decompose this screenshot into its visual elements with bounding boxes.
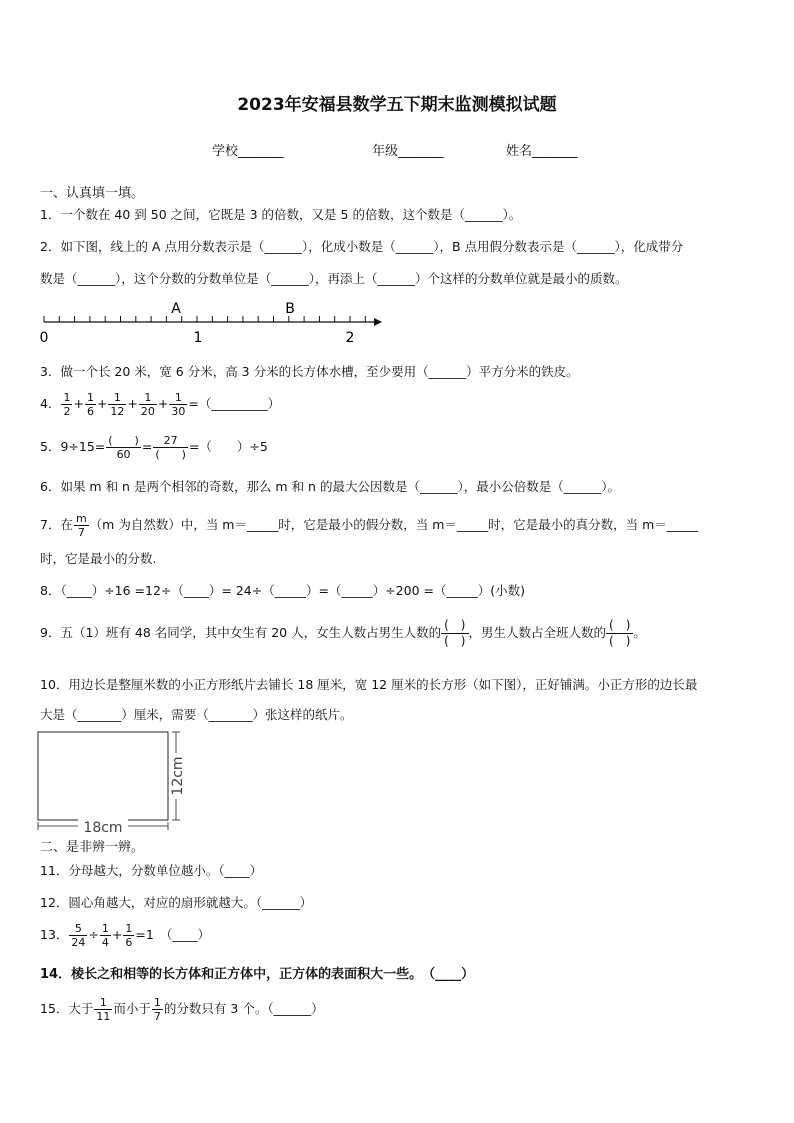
question-1: 1．一个数在 40 到 50 之间，它既是 3 的倍数，又是 5 的倍数，这个数是（______）。: [40, 207, 522, 222]
fraction: $\frac{5}{24}$: [71, 922, 86, 949]
school-field: 学校_______: [212, 144, 284, 159]
name-field: 姓名_______: [506, 144, 578, 159]
question-12: 12．圆心角越大，对应的扇形就越大。（______）: [40, 895, 313, 910]
question-4: 4． $\frac{1}{2}$ + $\frac{1}{6}$ + $\frac{1}{12}$ + $\frac{1}{20}$ + $\frac{1}{30}$ =（_________）: [40, 391, 281, 418]
question-9: 9．五（1）班有 48 名同学，其中女生有 20 人，女生人数占男生人数的 ( ) ( ) ，男生人数占全班人数的 ( ) ( ) 。: [40, 618, 646, 648]
page-title: 2023年安福县数学五下期末监测模拟试题: [237, 95, 557, 115]
question-7-line1: 7．在 $\frac{m}{7}$ （m 为自然数）中，当 m＝_____时，它是最小的假分数，当 m＝_____时，它是最小的真分数，当 m＝_____: [40, 512, 699, 539]
question-13: 13． $\frac{5}{24}$ ÷ $\frac{1}{4}$ + $\frac{1}{6}$ =1 （____）: [40, 922, 211, 949]
fraction: $\frac{1}{6}$: [86, 391, 94, 418]
number-line-label-0: 0: [39, 330, 49, 346]
width-label: 18cm: [83, 820, 123, 836]
question-11: 11．分母越大，分数单位越小。（____）: [40, 863, 263, 878]
fraction: $\frac{1}{12}$: [110, 391, 125, 418]
fraction: $\frac{1}{6}$: [125, 922, 133, 949]
question-2-line1: 2．如下图，线上的 A 点用分数表示是（______），化成小数是（______），B 点用假分数表示是（______），化成带分: [40, 239, 684, 254]
answer-blank: =（_________）: [188, 396, 281, 411]
question-10-line2: 大是（_______）厘米，需要（_______）张这样的纸片。: [40, 707, 353, 722]
grade-field: 年级_______: [372, 144, 444, 159]
fraction: $\frac{1}{20}$: [140, 391, 155, 418]
section-heading-1: 一、认真填一填。: [40, 186, 145, 201]
question-2-line2: 数是（______），这个分数的分数单位是（______），再添上（______）个这样的分数单位就是最小的质数。: [40, 271, 628, 286]
point-a-label: A: [171, 301, 181, 317]
fraction: $\frac{1}{2}$: [63, 391, 71, 418]
fraction: $\frac{1}{7}$: [153, 996, 161, 1023]
question-4-number: 4．: [40, 396, 61, 411]
question-7-line2: 时，它是最小的分数.: [40, 551, 157, 566]
question-10-line1: 10．用边长是整厘米数的小正方形纸片去铺长 18 厘米，宽 12 厘米的长方形（如下图），正好铺满。小正方形的边长最: [40, 677, 698, 692]
height-label: 12cm: [170, 756, 186, 796]
number-line-label-1: 1: [193, 330, 203, 346]
section-heading-2: 二、是非辨一辨。: [40, 840, 145, 855]
number-line: [36, 298, 388, 348]
fraction-blank: ( ) ( ): [606, 618, 633, 649]
fraction: $\frac{1}{4}$: [101, 922, 109, 949]
question-15: 15．大于 $\frac{1}{11}$ 而小于 $\frac{1}{7}$ 的分数只有 3 个。（______）: [40, 996, 324, 1023]
fraction: $\frac{( )}{60}$: [108, 434, 139, 461]
question-5: 5．9÷15= $\frac{( )}{60}$ = $\frac{27}{( )}$ =（ ）÷5: [40, 434, 268, 461]
question-8: 8．（____）÷16 =12÷（____）= 24÷（_____）=（_____）÷200 =（_____）(小数): [40, 583, 525, 598]
fraction: $\frac{m}{7}$: [75, 512, 87, 539]
question-6: 6．如果 m 和 n 是两个相邻的奇数，那么 m 和 n 的最大公因数是（______），最小公倍数是（______）。: [40, 479, 620, 494]
fraction: $\frac{1}{30}$: [171, 391, 186, 418]
point-b-label: B: [285, 301, 295, 317]
rectangle-diagram: [34, 728, 194, 838]
number-line-label-2: 2: [345, 330, 355, 346]
fraction-blank: ( ) ( ): [441, 618, 468, 649]
question-3: 3．做一个长 20 米，宽 6 分米，高 3 分米的长方体水槽，至少要用（______）平方分米的铁皮。: [40, 364, 579, 379]
question-14: 14．棱长之和相等的长方体和正方体中，正方体的表面积大一些。 （____）: [40, 967, 475, 982]
fraction: $\frac{1}{11}$: [96, 996, 111, 1023]
fraction: $\frac{27}{( )}$: [155, 434, 186, 461]
